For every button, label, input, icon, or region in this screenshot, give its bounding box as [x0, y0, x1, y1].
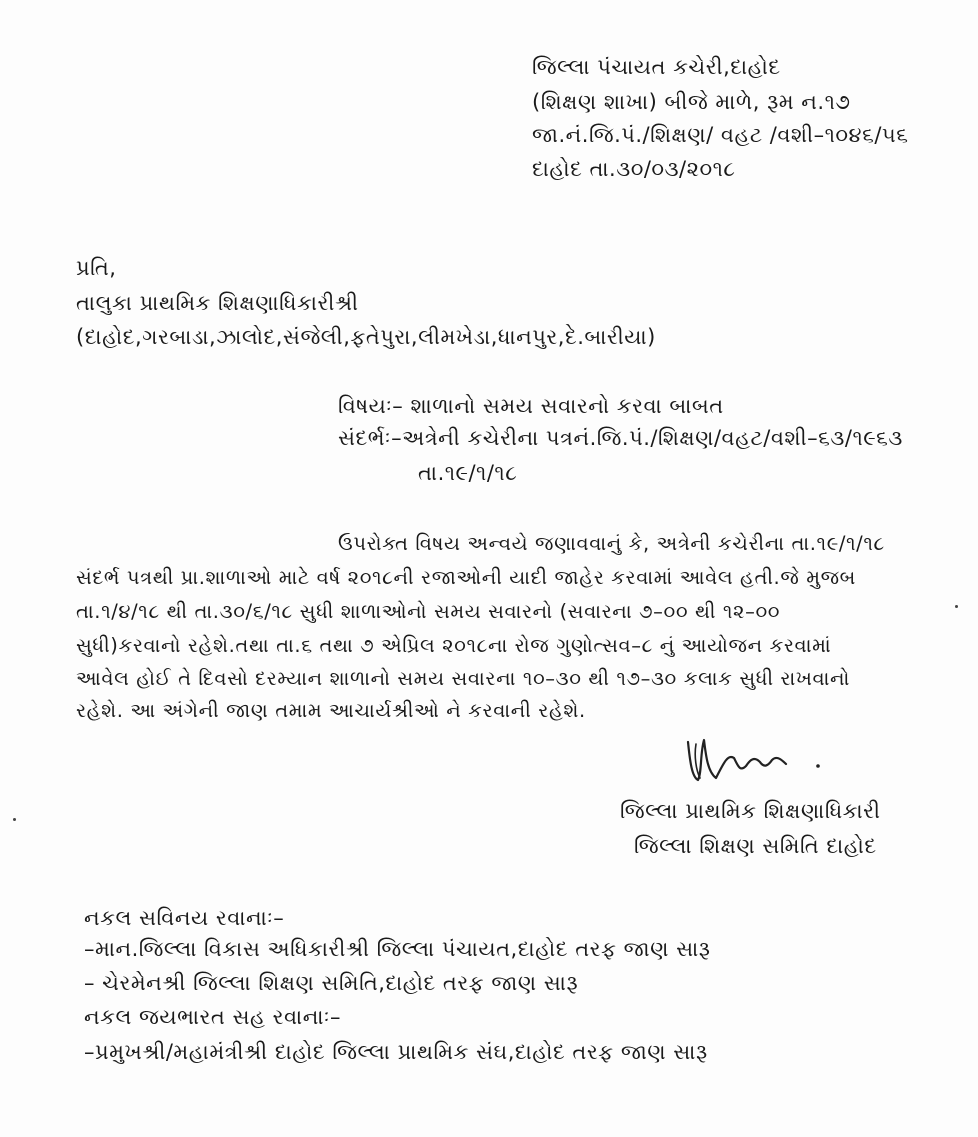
recipient-title: તાલુકા પ્રાથમિક શિક્ષણાધિકારીશ્રી: [76, 291, 359, 315]
body-line: સુધી)કરવાનો રહેશે.તથા તા.૬ તથા ૭ એપ્રિલ ૨૦૧૮ના રોજ ગુણોત્સવ–૮ નું આયોજન કરવામાં: [76, 634, 832, 657]
header-reference-number: જા.નં.જિ.પં./શિક્ષણ/ વહટ /વશી–૧૦૪૬/૫૬: [532, 123, 909, 147]
paper-speck: [13, 818, 16, 821]
header-date: દાહોદ તા.૩૦/૦૩/૨૦૧૮: [532, 157, 736, 181]
copy-item: –માન.જિલ્લા વિકાસ અધિકારીશ્રી જિલ્લા પંચાયત,દાહોદ તરફ જાણ સારૂ: [84, 937, 711, 961]
body-line: રહેશે. આ અંગેની જાણ તમામ આચાર્યશ્રીઓ ને કરવાની રહેશે.: [76, 699, 586, 722]
copies-heading: નકલ જયભારત સહ રવાનાઃ–: [84, 1005, 342, 1029]
paper-speck: [955, 605, 958, 608]
recipient-talukas: (દાહોદ,ગરબાડા,ઝાલોદ,સંજેલી,ફતેપુરા,લીમખેડા,ધાનપુર,દે.બારીયા): [76, 325, 656, 349]
subject-line: વિષયઃ– શાળાનો સમય સવારનો કરવા બાબત: [338, 394, 724, 418]
recipient-prati: પ્રતિ,: [76, 256, 117, 280]
reference-line: સંદર્ભઃ–અત્રેની કચેરીના પત્રનં.જિ.પં./શિક્ષણ/વહટ/વશી–૬૩/૧૯૬૩: [338, 426, 903, 450]
body-line: આવેલ હોઈ તે દિવસો દરમ્યાન શાળાનો સમય સવારના ૧૦–૩૦ થી ૧૭–૩૦ કલાક સુધી રાખવાનો: [76, 667, 851, 690]
body-line: તા.૧/૪/૧૮ થી તા.૩૦/૬/૧૮ સુધી શાળાઓનો સમય સવારનો (સવારના ૭–૦૦ થી ૧૨–૦૦: [76, 600, 781, 623]
signatory-designation: જિલ્લા પ્રાથમિક શિક્ષણાધિકારી: [620, 799, 881, 823]
header-office: જિલ્લા પંચાયત કચેરી,દાહોદ: [532, 55, 781, 79]
body-line: ઉપરોક્ત વિષય અન્વયે જણાવવાનું કે, અત્રેની કચેરીના તા.૧૯/૧/૧૮: [338, 532, 885, 555]
header-section: (શિક્ષણ શાખા) બીજે માળે, રૂમ ન.૧૭: [532, 90, 851, 114]
copy-item: –પ્રમુખશ્રી/મહામંત્રીશ્રી દાહોદ જિલ્લા પ્રાથમિક સંઘ,દાહોદ તરફ જાણ સારૂ: [84, 1040, 708, 1064]
body-line: સંદર્ભ પત્રથી પ્રા.શાળાઓ માટે વર્ષ ૨૦૧૮ની રજાઓની યાદી જાહેર કરવામાં આવેલ હતી.જે મુજબ: [76, 566, 856, 589]
handwritten-signature: [680, 732, 830, 792]
reference-date: તા.૧૯/૧/૧૮: [418, 461, 518, 485]
signatory-office: જિલ્લા શિક્ષણ સમિતિ દાહોદ: [634, 834, 877, 858]
copy-item: – ચેરમેનશ્રી જિલ્લા શિક્ષણ સમિતિ,દાહોદ તરફ જાણ સારૂ: [84, 971, 579, 995]
copies-heading: નકલ સવિનય રવાનાઃ–: [84, 906, 285, 930]
